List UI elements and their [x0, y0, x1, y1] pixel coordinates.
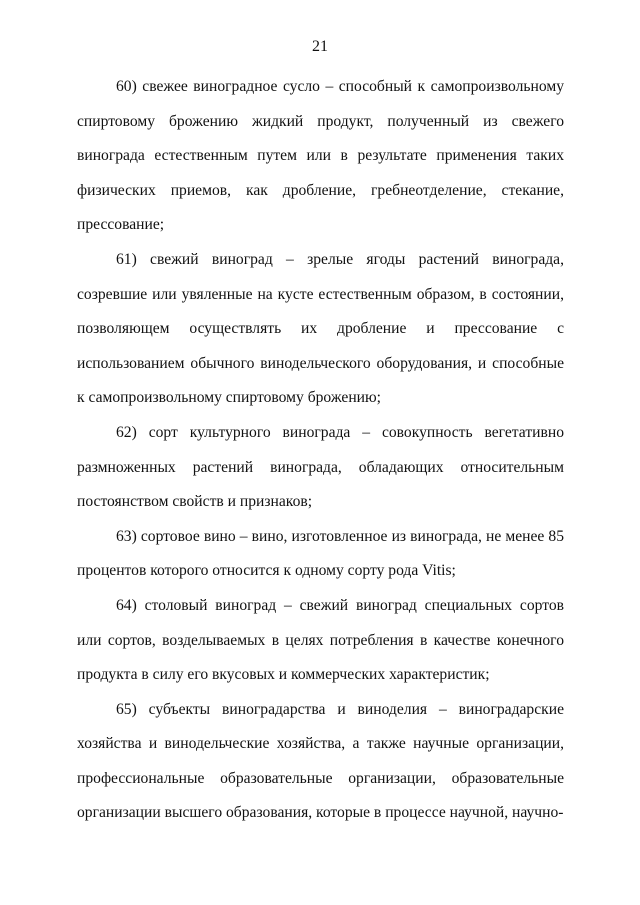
page-number: 21 [312, 38, 328, 55]
paragraph-63: 63) сортовое вино – вино, изготовленное из винограда, не менее 85 процентов которого относится к одному сорту рода Vitis; [77, 527, 564, 580]
paragraph-65: 65) субъекты виноградарства и виноделия – виноградарские хозяйства и винодельческие хозяйства, а также научные организации, профессиональные образовательные организации, образовательные организации высшего образования, которые в процессе научной, научно- [77, 700, 564, 822]
paragraph-64: 64) столовый виноград – свежий виноград специальных сортов или сортов, возделываемых в целях потребления в качестве конечного продукта в силу его вкусовых и коммерческих характеристик; [77, 596, 564, 684]
paragraph-60: 60) свежее виноградное сусло – способный к самопроизвольному спиртовому брожению жидкий продукт, полученный из свежего винограда естественным путем или в результате применения таких физических приемов, как дробление, гребнеотделение, стекание, прессование; [77, 78, 564, 234]
paragraph-61: 61) свежий виноград – зрелые ягоды растений винограда, созревшие или увяленные на кусте естественным образом, в состоянии, позволяющем осуществлять их дробление и прессование с использованием обычного винодельческого оборудования, и способные к самопроизвольному спиртовому брожению; [77, 250, 564, 407]
paragraph-62: 62) сорт культурного винограда – совокупность вегетативно размноженных растений винограда, обладающих относительным постоянством свойств и признаков; [77, 423, 564, 511]
document-body [77, 70, 564, 831]
